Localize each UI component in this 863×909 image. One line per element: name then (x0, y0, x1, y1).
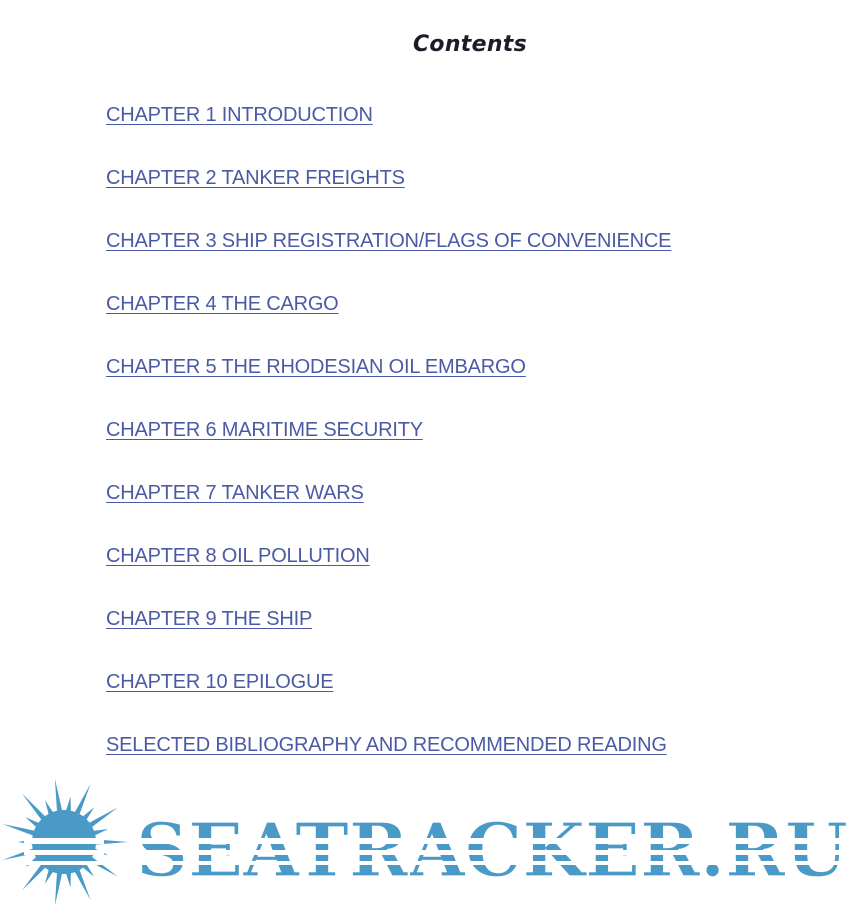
contents-heading: Contents (412, 32, 528, 57)
sun-ray (22, 794, 46, 822)
toc-link-chapter-1[interactable]: CHAPTER 1 INTRODUCTION (106, 104, 373, 126)
toc-link-chapter-4[interactable]: CHAPTER 4 THE CARGO (106, 293, 339, 315)
toc-item (106, 163, 671, 226)
toc-link-chapter-7[interactable]: CHAPTER 7 TANKER WARS (106, 482, 364, 504)
toc-item (106, 541, 671, 604)
toc-link-chapter-8[interactable]: CHAPTER 8 OIL POLLUTION (106, 545, 370, 567)
toc-item (106, 478, 671, 541)
watermark-stripe (136, 861, 852, 865)
toc-link-chapter-9[interactable]: CHAPTER 9 THE SHIP (106, 608, 313, 630)
sun-ray (55, 780, 63, 813)
toc-item (106, 226, 671, 289)
toc-item (106, 100, 671, 163)
sun-ray (74, 784, 91, 816)
sun-ray (74, 868, 91, 900)
sun-ray (3, 824, 36, 836)
watermark-stripe (136, 850, 852, 855)
sun-ray (55, 871, 63, 905)
toc-item (106, 667, 671, 730)
sun-ray (88, 856, 118, 877)
toc-link-chapter-5[interactable]: CHAPTER 5 THE RHODESIAN OIL EMBARGO (106, 356, 526, 378)
sun-ray (88, 807, 118, 828)
watermark-graphic (0, 780, 863, 909)
table-of-contents (106, 100, 671, 793)
toc-link-chapter-2[interactable]: CHAPTER 2 TANKER FREIGHTS (106, 167, 405, 189)
toc-link-chapter-3[interactable]: CHAPTER 3 SHIP REGISTRATION/FLAGS OF CONVENIENCE (106, 230, 672, 252)
toc-item (106, 352, 671, 415)
toc-link-chapter-6[interactable]: CHAPTER 6 MARITIME SECURITY (106, 419, 423, 441)
toc-item (106, 415, 671, 478)
toc-item (106, 289, 671, 352)
toc-item (106, 604, 671, 667)
watermark (0, 780, 863, 909)
watermark-stripe (136, 838, 852, 844)
sun-icon (3, 780, 128, 905)
sun-ray (22, 863, 46, 891)
toc-link-chapter-10[interactable]: CHAPTER 10 EPILOGUE (106, 671, 334, 693)
toc-link-bibliography[interactable]: SELECTED BIBLIOGRAPHY AND RECOMMENDED READING (106, 734, 667, 756)
